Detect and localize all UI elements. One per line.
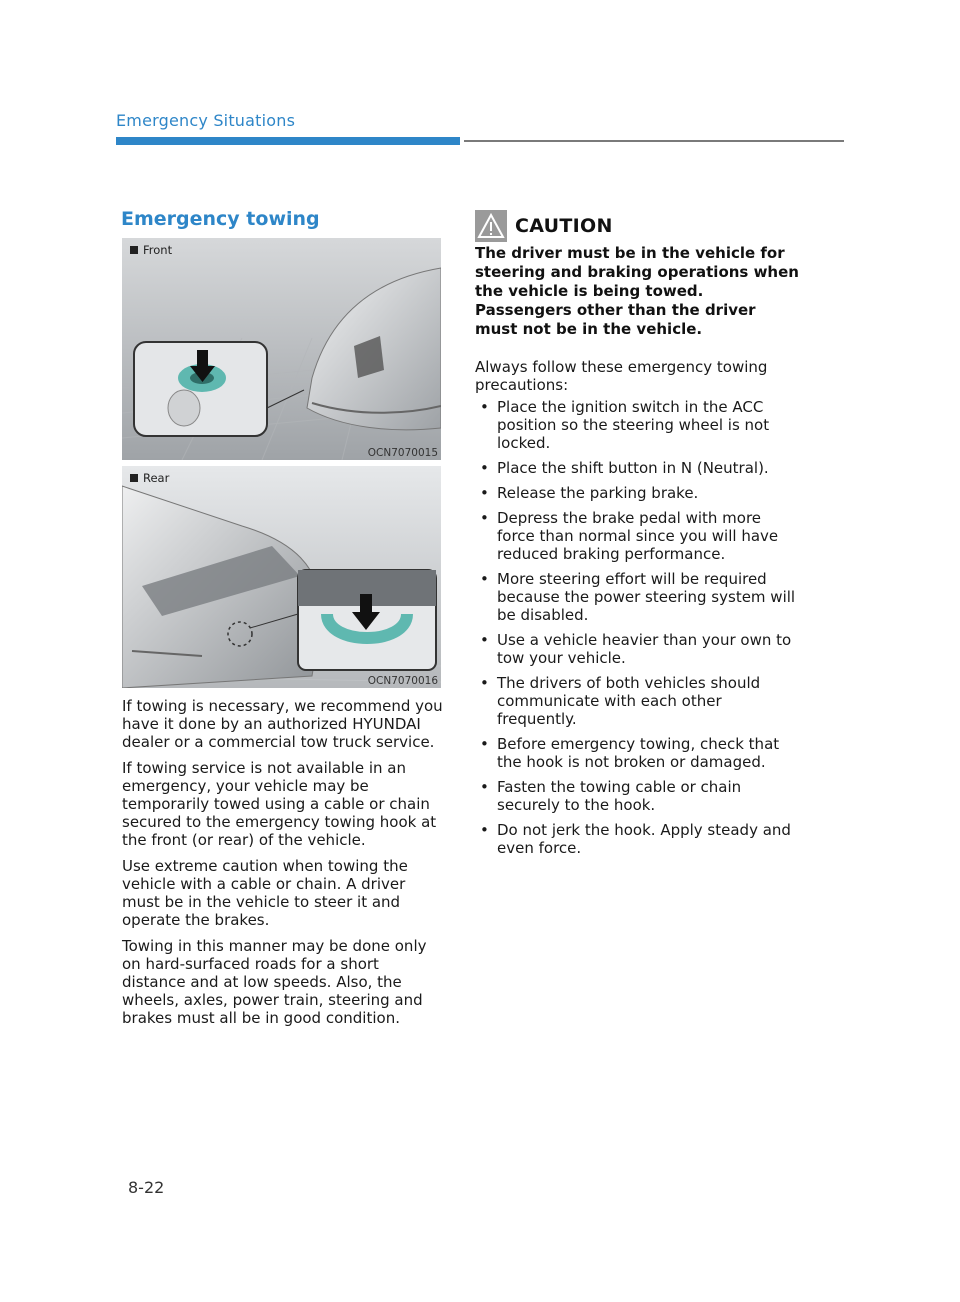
figure-label: Front bbox=[130, 243, 172, 257]
list-item: • Depress the brake pedal with more force than normal since you will have reduced braking performance. bbox=[475, 509, 800, 563]
list-item: • Release the parking brake. bbox=[475, 484, 800, 502]
paragraph: Use extreme caution when towing the vehicle with a cable or chain. A driver must be in the vehicle to steer it and operate the brakes. bbox=[122, 857, 408, 929]
square-bullet-icon bbox=[130, 474, 138, 482]
section-title: Emergency towing bbox=[121, 208, 320, 230]
paragraph: Towing in this manner may be done only on hard-surfaced roads for a short distance and at low speeds. Also, the wheels, axles, power train, steering and brakes must all be in good condition. bbox=[122, 937, 427, 1027]
front-illustration bbox=[122, 238, 441, 460]
left-body-text bbox=[122, 697, 444, 1035]
figure-front bbox=[122, 238, 441, 460]
list-item: • Fasten the towing cable or chain securely to the hook. bbox=[475, 778, 800, 814]
figure-code: OCN7070016 bbox=[367, 675, 438, 687]
right-body-text bbox=[475, 358, 800, 864]
list-item: • Place the ignition switch in the ACC position so the steering wheel is not locked. bbox=[475, 398, 800, 452]
page-number: 8-22 bbox=[128, 1178, 165, 1197]
precautions-intro: Always follow these emergency towing precautions: bbox=[475, 358, 768, 394]
list-item: • Before emergency towing, check that the hook is not broken or damaged. bbox=[475, 735, 800, 771]
warning-triangle-icon bbox=[475, 210, 507, 242]
caution-warning-text: The driver must be in the vehicle for steering and braking operations when the vehicle is being towed. Passengers other than the driver must not be in the vehicle. bbox=[475, 244, 799, 338]
figure-code: OCN7070015 bbox=[367, 447, 438, 459]
list-item: • Place the shift button in N (Neutral). bbox=[475, 459, 800, 477]
square-bullet-icon bbox=[130, 246, 138, 254]
header-accent-bar bbox=[116, 137, 460, 145]
figure-label: Rear bbox=[130, 471, 169, 485]
list-item: • Do not jerk the hook. Apply steady and even force. bbox=[475, 821, 800, 857]
list-item: • Use a vehicle heavier than your own to tow your vehicle. bbox=[475, 631, 800, 667]
rear-illustration bbox=[122, 466, 441, 688]
paragraph: If towing is necessary, we recommend you have it done by an authorized HYUNDAI dealer or a commercial tow truck service. bbox=[122, 697, 443, 751]
list-item: • More steering effort will be required because the power steering system will be disabled. bbox=[475, 570, 800, 624]
caution-label: CAUTION bbox=[515, 215, 613, 237]
figure-rear bbox=[122, 466, 441, 688]
chapter-title: Emergency Situations bbox=[116, 111, 296, 130]
precautions-list bbox=[475, 398, 800, 857]
list-item: • The drivers of both vehicles should communicate with each other frequently. bbox=[475, 674, 800, 728]
paragraph: If towing service is not available in an emergency, your vehicle may be temporarily towed using a cable or chain secured to the emergency towing hook at the front (or rear) of the vehicle. bbox=[122, 759, 437, 849]
caution-heading bbox=[475, 210, 613, 242]
header-rule bbox=[464, 140, 844, 142]
